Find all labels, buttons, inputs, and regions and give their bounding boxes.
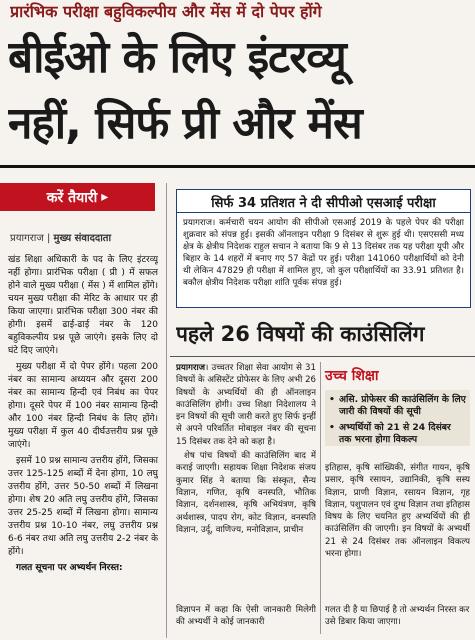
kicker: प्रारंभिक परीक्षा बहुविकल्पीय और मेंस में दो पेपर होंगे <box>10 2 322 21</box>
dateline-city: प्रयागराज <box>10 233 44 244</box>
dateline: प्रयागराज | मुख्य संवाददाता <box>10 233 112 244</box>
column-b-para-1: । उच्चतर शिक्षा सेवा आयोग से 31 विषयों के असिस्टेंट प्रोफेसर के लिए अभी 26 विषयों के अभ्यर्थियों की ही ऑनलाइन काउंसिलिंग होगी। उच्च शिक्षा निदेशालय ने इन विषयों की सूची जारी करते हुए सिर्फ इन्हीं से अपने परिवर्तित मोबाइल नंबर की सूचना 15 दिसंबर तक देने को कहा है। <box>176 363 316 447</box>
column-a-subhead: गलत सूचना पर अभ्यर्थन निरस्त: <box>16 563 123 573</box>
sidebar-heading: उच्च शिक्षा <box>325 368 379 384</box>
column-divider <box>166 183 167 638</box>
column-b-tail: विज्ञापन में कहा कि ऐसी जानकारी मिलेगी की अभ्यर्थी ने कोई जानकारी <box>176 605 316 628</box>
column-a-para-2: मुख्य परीक्षा में दो पेपर होंगे। पहला 200 नंबर का सामान्य अध्ययन और दूसरा 200 नंबर का सामान्य हिन्दी एवं निबंध का पेपर होगा। दूसरे पेपर में 100 नंबर सामान्य हिन्दी और 100 नंबर हिन्दी निबंध के लिए होंगे। मुख्य परीक्षा में कुल 40 दीर्घउत्तरीय प्रश्न पूछे जाएंगे। <box>8 362 158 450</box>
section-heading: पहले 26 विषयों की काउंसिलिंग <box>176 322 425 346</box>
highlight-item: • असि. प्रोफेसर की काउंसिलिंग के लिए जारी की विषयों की सूची <box>329 394 466 418</box>
headline-line-2: नहीं, सिर्फ प्री और मेंस <box>8 98 362 149</box>
highlight-item: • अभ्यर्थियों को 21 से 24 दिसंबर तक भरना होगा विकल्प <box>329 422 466 446</box>
sidebar-tail: गलत दी है या छिपाई है तो अभ्यर्थन निरस्त कर उसे डिबार किया जाएगा। <box>325 605 470 628</box>
column-b-city: प्रयागराज <box>176 363 206 373</box>
headline-rule <box>0 165 475 168</box>
dateline-reporter: मुख्य संवाददाता <box>53 233 112 244</box>
side-banner-label: करें तैयारी <box>46 189 98 206</box>
article-column-b <box>176 362 316 632</box>
section-rule <box>170 356 475 357</box>
sidebar-body: इतिहास, कृषि सांख्यिकी, संगीत गायन, कृषि प्रसार, कृषि रसायन, उद्यानिकी, कृषि सस्य विज्ञान, प्राणी विज्ञान, रसायन विज्ञान, गृह विज्ञान, पशुपालन एवं दुग्ध विज्ञान तथा इतिहास विषय के लिए चयनित हुए अभ्यर्थियों की ही काउंसिलिंग की जाएगी। इन विषयों के अभ्यर्थी 21 से 24 दिसंबर तक ऑनलाइन विकल्प भरना होगा। <box>325 463 470 560</box>
article-column-a <box>8 254 158 634</box>
side-banner <box>0 183 155 211</box>
column-b-para-2: शेष पांच विषयों की काउंसिलिंग बाद में कराई जाएगी। सहायक शिक्षा निदेशक संजय कुमार सिंह ने बताया कि संस्कृत, सैन्य विज्ञान, गणित, कृषि वनस्पति, भौतिक विज्ञान, दर्शनशास्त्र, कृषि अभियंत्रण, कृषि अर्थशास्त्र, पादप रोग, कोट विज्ञान, वनस्पति विज्ञान, उर्दू, वाणिज्य, मनोविज्ञान, प्राचीन <box>176 451 316 535</box>
headline-line-1: बीईओ के लिए इंटरव्यू <box>8 32 346 83</box>
highlights-box <box>325 390 470 446</box>
column-divider-2 <box>320 362 321 634</box>
box-body: प्रयागराज। कर्मचारी चयन आयोग की सीपीओ एसआई 2019 के पहले पेपर की परीक्षा शुक्रवार को संपन्न हुई। इसकी ऑनलाइन परीक्षा 9 दिसंबर से शुरू हुई थी। एसएससी मध्य क्षेत्र के क्षेत्रीय निदेशक राहुल सचान ने बताया कि 9 से 13 दिसंबर तक यह परीक्षा यूपी और बिहार के 14 शहरों में बनाए गए 57 केंद्रों पर हुई। परीक्षा 141060 परीक्षार्थियों को देनी थी लेकिन 47829 ही परीक्षा में शामिल हुए, जो कुल परीक्षार्थियों का 33.91 प्रतिशत है। बकौल क्षेत्रीय निदेशक परीक्षा शांति पूर्वक संपन्न हुई। <box>176 212 471 308</box>
column-a-para-1: खंड शिक्षा अधिकारी के पद के लिए इंटरव्यू नहीं होगा। प्रारंभिक परीक्षा ( प्री ) में सफल होने वाले मुख्य परीक्षा ( मेंस ) में शामिल होंगे। चयन मुख्य परीक्षा की मेरिट के आधार पर ही किया जाएगा। प्रारंभिक परीक्षा 300 नंबर की होगी। इसमें ढाई-ढाई नंबर के 120 बहुविकल्पीय प्रश्न पूछे जाएंगे। इसके लिए दो घंटे दिए जाएंगे। <box>8 255 158 356</box>
column-a-para-3: इसमें 10 प्रश्न सामान्य उत्तरीय होंगे, जिसका उत्तर 125-125 शब्दों में देना होगा, 10 लघु उत्तरीय होंगे, उत्तर 50-50 शब्दों में लिखना होगा। शेष 20 अति लघु उत्तरीय होंगे, जिसका उत्तर 25-25 शब्दों में लिखना होगा। सामान्य उत्तरीय प्रश्न 10-10 नंबर, लघु उत्तरीय प्रश्न 6-6 नंबर तथा अति लघु उत्तरीय 2-2 नंबर के होंगे। <box>8 456 158 557</box>
arrow-right-icon: ▸ <box>101 189 109 205</box>
box-title: सिर्फ 34 प्रतिशत ने दी सीपीओ एसआई परीक्षा <box>176 189 471 213</box>
